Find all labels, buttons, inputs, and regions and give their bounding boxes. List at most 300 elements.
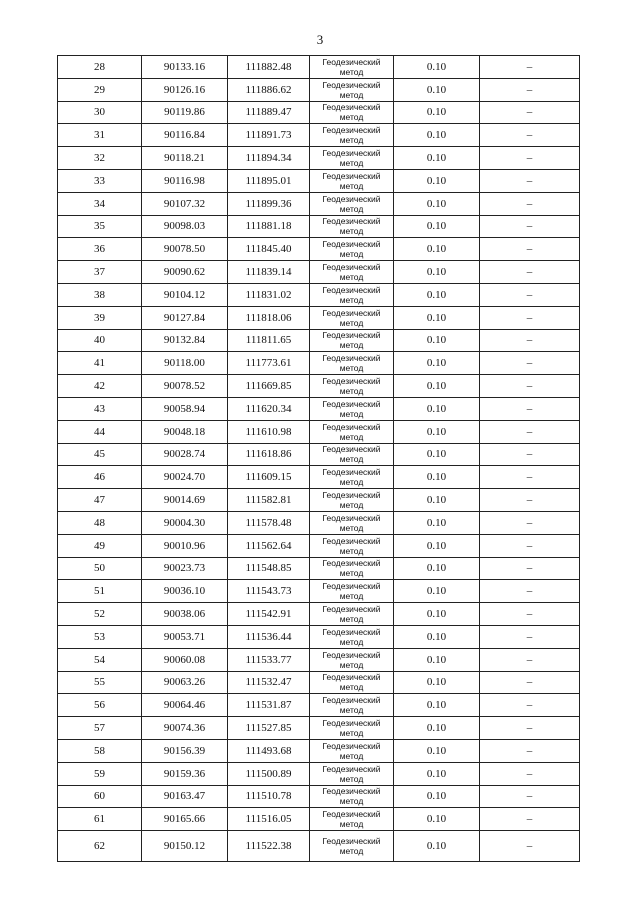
coordinate-x-cell: 90126.16 — [142, 78, 228, 101]
method-line-2: метод — [339, 477, 364, 488]
method-cell — [310, 375, 394, 398]
coordinate-x-cell: 90014.69 — [142, 489, 228, 512]
description-cell: – — [480, 397, 580, 420]
coordinate-y-cell: 111516.05 — [228, 808, 310, 831]
accuracy-cell: 0.10 — [394, 375, 480, 398]
method-line-1: Геодезический — [322, 216, 381, 227]
description-cell: – — [480, 534, 580, 557]
point-number-cell: 41 — [58, 352, 142, 375]
method-line-2: метод — [339, 846, 364, 857]
coordinate-y-cell: 111889.47 — [228, 101, 310, 124]
coordinate-x-cell: 90132.84 — [142, 329, 228, 352]
method-cell — [310, 557, 394, 580]
method-line-2: метод — [339, 682, 364, 693]
method-line-2: метод — [339, 340, 364, 351]
point-number-cell: 29 — [58, 78, 142, 101]
description-cell: – — [480, 511, 580, 534]
point-number-cell: 50 — [58, 557, 142, 580]
point-number-cell: 34 — [58, 192, 142, 215]
method-line-1: Геодезический — [322, 376, 381, 387]
method-cell — [310, 511, 394, 534]
method-line-2: метод — [339, 454, 364, 465]
description-cell: – — [480, 739, 580, 762]
coordinate-x-cell: 90036.10 — [142, 580, 228, 603]
method-line-2: метод — [339, 659, 364, 670]
coordinate-y-cell: 111882.48 — [228, 56, 310, 79]
method-line-1: Геодезический — [322, 284, 381, 295]
method-cell — [310, 420, 394, 443]
method-cell — [310, 78, 394, 101]
method-line-1: Геодезический — [322, 421, 381, 432]
point-number-cell: 38 — [58, 283, 142, 306]
method-cell — [310, 169, 394, 192]
description-cell: – — [480, 443, 580, 466]
point-number-cell: 37 — [58, 261, 142, 284]
table-row — [58, 375, 580, 398]
coordinate-x-cell: 90023.73 — [142, 557, 228, 580]
coordinate-x-cell: 90133.16 — [142, 56, 228, 79]
point-number-cell: 33 — [58, 169, 142, 192]
coordinate-y-cell: 111669.85 — [228, 375, 310, 398]
method-line-1: Геодезический — [322, 512, 381, 523]
point-number-cell: 31 — [58, 124, 142, 147]
description-cell: – — [480, 831, 580, 862]
coordinate-y-cell: 111610.98 — [228, 420, 310, 443]
coordinate-x-cell: 90107.32 — [142, 192, 228, 215]
method-cell — [310, 762, 394, 785]
accuracy-cell: 0.10 — [394, 557, 480, 580]
method-cell — [310, 580, 394, 603]
accuracy-cell: 0.10 — [394, 397, 480, 420]
coordinate-y-cell: 111609.15 — [228, 466, 310, 489]
accuracy-cell: 0.10 — [394, 625, 480, 648]
method-line-2: метод — [339, 66, 364, 77]
method-cell — [310, 261, 394, 284]
method-line-2: метод — [339, 796, 364, 807]
table-row — [58, 534, 580, 557]
point-number-cell: 56 — [58, 694, 142, 717]
accuracy-cell: 0.10 — [394, 283, 480, 306]
table-row — [58, 603, 580, 626]
description-cell: – — [480, 78, 580, 101]
method-cell — [310, 101, 394, 124]
point-number-cell: 48 — [58, 511, 142, 534]
table-row — [58, 283, 580, 306]
table-row — [58, 238, 580, 261]
method-cell — [310, 694, 394, 717]
method-line-1: Геодезический — [322, 672, 381, 683]
coordinate-y-cell: 111562.64 — [228, 534, 310, 557]
coordinate-y-cell: 111493.68 — [228, 739, 310, 762]
coordinate-y-cell: 111527.85 — [228, 717, 310, 740]
description-cell: – — [480, 192, 580, 215]
description-cell: – — [480, 489, 580, 512]
method-line-2: метод — [339, 249, 364, 260]
method-line-1: Геодезический — [322, 763, 381, 774]
coordinate-x-cell: 90156.39 — [142, 739, 228, 762]
coordinate-x-cell: 90159.36 — [142, 762, 228, 785]
accuracy-cell: 0.10 — [394, 352, 480, 375]
method-line-2: метод — [339, 294, 364, 305]
description-cell: – — [480, 352, 580, 375]
point-number-cell: 42 — [58, 375, 142, 398]
point-number-cell: 54 — [58, 648, 142, 671]
point-number-cell: 53 — [58, 625, 142, 648]
coordinate-y-cell: 111578.48 — [228, 511, 310, 534]
method-line-1: Геодезический — [322, 649, 381, 660]
accuracy-cell: 0.10 — [394, 489, 480, 512]
table-row — [58, 147, 580, 170]
table-row — [58, 739, 580, 762]
accuracy-cell: 0.10 — [394, 443, 480, 466]
method-cell — [310, 739, 394, 762]
method-cell — [310, 625, 394, 648]
accuracy-cell: 0.10 — [394, 329, 480, 352]
table-row — [58, 785, 580, 808]
description-cell: – — [480, 147, 580, 170]
method-line-1: Геодезический — [322, 467, 381, 478]
coordinate-x-cell: 90163.47 — [142, 785, 228, 808]
table-row — [58, 694, 580, 717]
coordinates-table — [57, 55, 580, 862]
method-line-1: Геодезический — [322, 558, 381, 569]
description-cell: – — [480, 420, 580, 443]
accuracy-cell: 0.10 — [394, 739, 480, 762]
description-cell: – — [480, 261, 580, 284]
method-line-1: Геодезический — [322, 444, 381, 455]
table-body — [58, 56, 580, 862]
point-number-cell: 60 — [58, 785, 142, 808]
point-number-cell: 47 — [58, 489, 142, 512]
accuracy-cell: 0.10 — [394, 785, 480, 808]
coordinate-y-cell: 111845.40 — [228, 238, 310, 261]
table-row — [58, 192, 580, 215]
method-line-1: Геодезический — [322, 490, 381, 501]
coordinate-y-cell: 111548.85 — [228, 557, 310, 580]
coordinate-y-cell: 111618.86 — [228, 443, 310, 466]
table-row — [58, 466, 580, 489]
accuracy-cell: 0.10 — [394, 192, 480, 215]
method-line-2: метод — [339, 386, 364, 397]
method-line-2: метод — [339, 591, 364, 602]
table-row — [58, 124, 580, 147]
description-cell: – — [480, 283, 580, 306]
method-line-2: метод — [339, 272, 364, 283]
accuracy-cell: 0.10 — [394, 78, 480, 101]
table-row — [58, 169, 580, 192]
method-line-2: метод — [339, 226, 364, 237]
accuracy-cell: 0.10 — [394, 147, 480, 170]
coordinate-y-cell: 111881.18 — [228, 215, 310, 238]
coordinate-y-cell: 111839.14 — [228, 261, 310, 284]
description-cell: – — [480, 762, 580, 785]
table-row — [58, 306, 580, 329]
accuracy-cell: 0.10 — [394, 101, 480, 124]
table-row — [58, 397, 580, 420]
method-line-2: метод — [339, 522, 364, 533]
method-cell — [310, 56, 394, 79]
method-line-2: метод — [339, 431, 364, 442]
coordinate-x-cell: 90038.06 — [142, 603, 228, 626]
coordinate-x-cell: 90010.96 — [142, 534, 228, 557]
point-number-cell: 57 — [58, 717, 142, 740]
method-cell — [310, 831, 394, 862]
description-cell: – — [480, 648, 580, 671]
method-line-2: метод — [339, 819, 364, 830]
coordinate-y-cell: 111831.02 — [228, 283, 310, 306]
point-number-cell: 51 — [58, 580, 142, 603]
point-number-cell: 59 — [58, 762, 142, 785]
description-cell: – — [480, 215, 580, 238]
description-cell: – — [480, 671, 580, 694]
coordinate-x-cell: 90053.71 — [142, 625, 228, 648]
table-row — [58, 557, 580, 580]
accuracy-cell: 0.10 — [394, 238, 480, 261]
method-cell — [310, 329, 394, 352]
table-row — [58, 420, 580, 443]
method-cell — [310, 215, 394, 238]
coordinate-y-cell: 111542.91 — [228, 603, 310, 626]
point-number-cell: 58 — [58, 739, 142, 762]
method-cell — [310, 397, 394, 420]
accuracy-cell: 0.10 — [394, 534, 480, 557]
method-line-1: Геодезический — [322, 330, 381, 341]
accuracy-cell: 0.10 — [394, 169, 480, 192]
method-line-2: метод — [339, 636, 364, 647]
method-line-2: метод — [339, 158, 364, 169]
coordinate-y-cell: 111620.34 — [228, 397, 310, 420]
coordinate-x-cell: 90074.36 — [142, 717, 228, 740]
method-cell — [310, 443, 394, 466]
accuracy-cell: 0.10 — [394, 466, 480, 489]
accuracy-cell: 0.10 — [394, 56, 480, 79]
coordinate-x-cell: 90004.30 — [142, 511, 228, 534]
coordinate-x-cell: 90098.03 — [142, 215, 228, 238]
table-row — [58, 580, 580, 603]
coordinate-y-cell: 111811.65 — [228, 329, 310, 352]
accuracy-cell: 0.10 — [394, 762, 480, 785]
coordinate-x-cell: 90118.00 — [142, 352, 228, 375]
accuracy-cell: 0.10 — [394, 808, 480, 831]
point-number-cell: 46 — [58, 466, 142, 489]
coordinate-x-cell: 90165.66 — [142, 808, 228, 831]
method-line-2: метод — [339, 568, 364, 579]
method-cell — [310, 489, 394, 512]
coordinate-y-cell: 111531.87 — [228, 694, 310, 717]
coordinate-x-cell: 90024.70 — [142, 466, 228, 489]
point-number-cell: 52 — [58, 603, 142, 626]
method-line-2: метод — [339, 728, 364, 738]
method-cell — [310, 147, 394, 170]
coordinate-x-cell: 90118.21 — [142, 147, 228, 170]
method-cell — [310, 671, 394, 694]
method-line-2: метод — [339, 363, 364, 374]
coordinate-x-cell: 90116.84 — [142, 124, 228, 147]
method-line-2: метод — [339, 203, 364, 214]
method-line-1: Геодезический — [322, 102, 381, 113]
accuracy-cell: 0.10 — [394, 831, 480, 862]
method-cell — [310, 717, 394, 740]
coordinate-x-cell: 90048.18 — [142, 420, 228, 443]
point-number-cell: 39 — [58, 306, 142, 329]
coordinate-x-cell: 90058.94 — [142, 397, 228, 420]
table-row — [58, 808, 580, 831]
table-row — [58, 261, 580, 284]
description-cell: – — [480, 101, 580, 124]
point-number-cell: 40 — [58, 329, 142, 352]
coordinate-y-cell: 111582.81 — [228, 489, 310, 512]
method-line-1: Геодезический — [322, 398, 381, 409]
coordinate-x-cell: 90090.62 — [142, 261, 228, 284]
accuracy-cell: 0.10 — [394, 215, 480, 238]
coordinate-x-cell: 90028.74 — [142, 443, 228, 466]
description-cell: – — [480, 124, 580, 147]
table-row — [58, 762, 580, 785]
method-line-2: метод — [339, 614, 364, 625]
method-line-1: Геодезический — [322, 56, 381, 67]
description-cell: – — [480, 694, 580, 717]
table-row — [58, 717, 580, 740]
method-line-1: Геодезический — [322, 79, 381, 90]
table-row — [58, 489, 580, 512]
method-line-2: метод — [339, 750, 364, 761]
table-row — [58, 78, 580, 101]
coordinate-y-cell: 111510.78 — [228, 785, 310, 808]
point-number-cell: 55 — [58, 671, 142, 694]
accuracy-cell: 0.10 — [394, 261, 480, 284]
table-row — [58, 671, 580, 694]
accuracy-cell: 0.10 — [394, 648, 480, 671]
coordinate-y-cell: 111899.36 — [228, 192, 310, 215]
method-line-1: Геодезический — [322, 786, 381, 797]
coordinate-y-cell: 111886.62 — [228, 78, 310, 101]
method-cell — [310, 603, 394, 626]
coordinate-y-cell: 111895.01 — [228, 169, 310, 192]
method-line-1: Геодезический — [322, 239, 381, 250]
method-line-2: метод — [339, 500, 364, 511]
point-number-cell: 36 — [58, 238, 142, 261]
method-cell — [310, 306, 394, 329]
point-number-cell: 28 — [58, 56, 142, 79]
method-line-2: метод — [339, 135, 364, 146]
method-line-1: Геодезический — [322, 262, 381, 273]
description-cell: – — [480, 329, 580, 352]
method-line-2: метод — [339, 89, 364, 100]
description-cell: – — [480, 306, 580, 329]
accuracy-cell: 0.10 — [394, 306, 480, 329]
accuracy-cell: 0.10 — [394, 124, 480, 147]
method-cell — [310, 124, 394, 147]
description-cell: – — [480, 785, 580, 808]
description-cell: – — [480, 603, 580, 626]
method-line-1: Геодезический — [322, 125, 381, 136]
method-cell — [310, 808, 394, 831]
point-number-cell: 35 — [58, 215, 142, 238]
point-number-cell: 62 — [58, 831, 142, 862]
method-line-2: метод — [339, 705, 364, 716]
coordinate-x-cell: 90127.84 — [142, 306, 228, 329]
coordinate-x-cell: 90078.52 — [142, 375, 228, 398]
method-line-2: метод — [339, 180, 364, 191]
table-row — [58, 831, 580, 862]
point-number-cell: 43 — [58, 397, 142, 420]
method-cell — [310, 534, 394, 557]
method-line-2: метод — [339, 545, 364, 556]
method-line-1: Геодезический — [322, 170, 381, 181]
coordinate-x-cell: 90116.98 — [142, 169, 228, 192]
method-line-2: метод — [339, 408, 364, 419]
method-line-2: метод — [339, 773, 364, 784]
table-row — [58, 215, 580, 238]
point-number-cell: 49 — [58, 534, 142, 557]
method-cell — [310, 238, 394, 261]
coordinate-y-cell: 111891.73 — [228, 124, 310, 147]
accuracy-cell: 0.10 — [394, 694, 480, 717]
method-line-2: метод — [339, 317, 364, 328]
table-row — [58, 511, 580, 534]
coordinate-y-cell: 111522.38 — [228, 831, 310, 862]
description-cell: – — [480, 169, 580, 192]
method-line-1: Геодезический — [322, 836, 381, 847]
coordinate-x-cell: 90063.26 — [142, 671, 228, 694]
coordinate-y-cell: 111543.73 — [228, 580, 310, 603]
description-cell: – — [480, 808, 580, 831]
coordinate-y-cell: 111894.34 — [228, 147, 310, 170]
accuracy-cell: 0.10 — [394, 717, 480, 740]
point-number-cell: 30 — [58, 101, 142, 124]
coordinate-y-cell: 111500.89 — [228, 762, 310, 785]
table-row — [58, 648, 580, 671]
coordinate-x-cell: 90078.50 — [142, 238, 228, 261]
table-row — [58, 352, 580, 375]
coordinate-x-cell: 90119.86 — [142, 101, 228, 124]
description-cell: – — [480, 557, 580, 580]
method-cell — [310, 352, 394, 375]
point-number-cell: 61 — [58, 808, 142, 831]
point-number-cell: 32 — [58, 147, 142, 170]
table-row — [58, 443, 580, 466]
method-line-2: метод — [339, 112, 364, 123]
description-cell: – — [480, 580, 580, 603]
coordinate-x-cell: 90150.12 — [142, 831, 228, 862]
method-cell — [310, 192, 394, 215]
table-row — [58, 329, 580, 352]
method-line-1: Геодезический — [322, 740, 381, 751]
point-number-cell: 44 — [58, 420, 142, 443]
method-line-1: Геодезический — [322, 535, 381, 546]
coordinate-y-cell: 111818.06 — [228, 306, 310, 329]
coordinate-x-cell: 90104.12 — [142, 283, 228, 306]
coordinate-y-cell: 111533.77 — [228, 648, 310, 671]
method-line-1: Геодезический — [322, 626, 381, 637]
method-cell — [310, 785, 394, 808]
method-line-1: Геодезический — [322, 193, 381, 204]
accuracy-cell: 0.10 — [394, 511, 480, 534]
accuracy-cell: 0.10 — [394, 671, 480, 694]
method-line-1: Геодезический — [322, 148, 381, 159]
method-cell — [310, 648, 394, 671]
table-row — [58, 56, 580, 79]
method-cell — [310, 283, 394, 306]
description-cell: – — [480, 625, 580, 648]
table-row — [58, 625, 580, 648]
description-cell: – — [480, 238, 580, 261]
method-line-1: Геодезический — [322, 353, 381, 364]
coordinate-x-cell: 90064.46 — [142, 694, 228, 717]
description-cell: – — [480, 375, 580, 398]
coordinate-y-cell: 111773.61 — [228, 352, 310, 375]
coordinate-x-cell: 90060.08 — [142, 648, 228, 671]
